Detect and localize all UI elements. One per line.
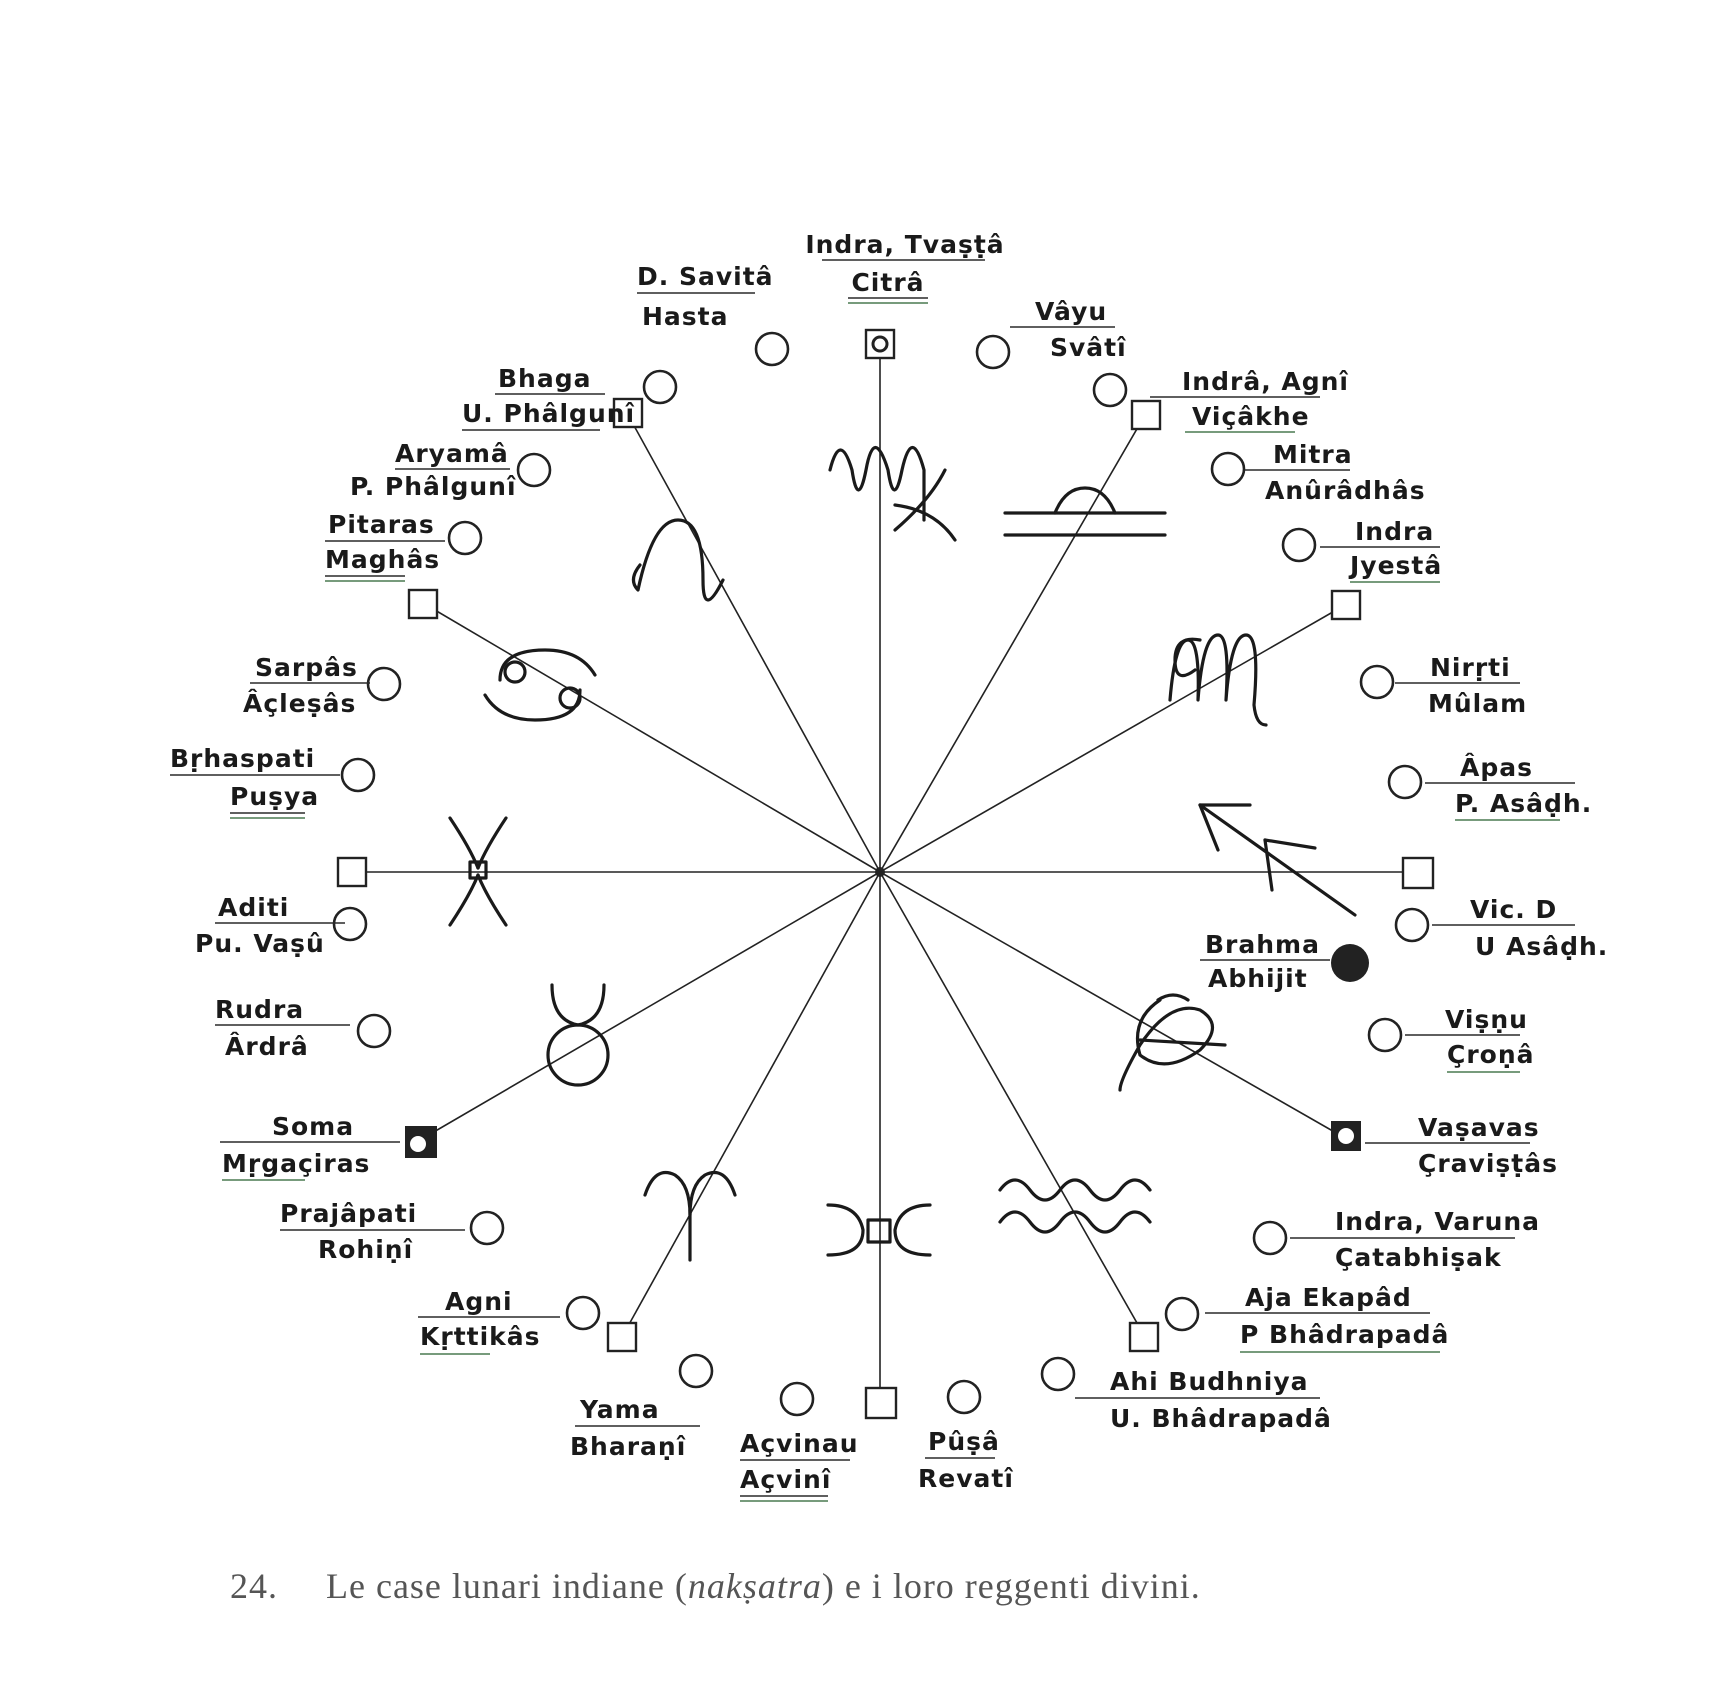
deity-label: Nirṛti bbox=[1430, 653, 1511, 682]
deity-label: Pitaras bbox=[328, 510, 435, 539]
square-marker bbox=[866, 330, 894, 358]
figure-number: 24. bbox=[230, 1566, 278, 1606]
square-marker bbox=[1403, 858, 1433, 888]
deity-label: Ahi Budhniya bbox=[1110, 1367, 1309, 1396]
nakshatra-label: U Asâḍh. bbox=[1475, 932, 1609, 961]
square-marker bbox=[866, 1388, 896, 1418]
nakshatra-label: Çroṇâ bbox=[1447, 1040, 1535, 1069]
pisces-icon bbox=[828, 1205, 930, 1255]
circle-marker bbox=[1166, 1298, 1198, 1330]
circle-marker bbox=[1396, 909, 1428, 941]
cancer-icon bbox=[485, 650, 595, 720]
square-marker bbox=[608, 1323, 636, 1351]
circle-marker bbox=[977, 336, 1009, 368]
nakshatra-label: Mûlam bbox=[1428, 689, 1528, 718]
center-point bbox=[875, 867, 885, 877]
deity-label: Vâyu bbox=[1035, 297, 1108, 326]
nakshatra-label: U. Bhâdrapadâ bbox=[1110, 1404, 1332, 1433]
nakshatra-label: U. Phâlgunî bbox=[462, 399, 636, 428]
deity-label: Aja Ekapâd bbox=[1245, 1283, 1412, 1312]
deity-label: Yama bbox=[580, 1395, 660, 1424]
square-marker bbox=[338, 858, 366, 886]
deity-label: Viṣṇu bbox=[1445, 1005, 1528, 1034]
deity-label: Prajâpati bbox=[280, 1199, 418, 1228]
deity-label: Bhaga bbox=[498, 364, 592, 393]
sagittarius-icon bbox=[1200, 805, 1355, 915]
circle-marker bbox=[1389, 766, 1421, 798]
nakshatra-label: Rohiṇî bbox=[318, 1235, 414, 1264]
deity-label: D. Savitâ bbox=[637, 262, 774, 291]
circle-marker bbox=[948, 1381, 980, 1413]
circle-marker bbox=[1254, 1222, 1286, 1254]
circle-marker bbox=[1212, 453, 1244, 485]
nakshatra-label: Anûrâdhâs bbox=[1265, 476, 1426, 505]
circle-marker bbox=[644, 371, 676, 403]
nakshatra-label: P. Phâlgunî bbox=[350, 472, 517, 501]
caption-text-after: ) e i loro reggenti divini. bbox=[821, 1566, 1201, 1606]
nakshatra-label: Çatabhiṣak bbox=[1335, 1243, 1502, 1272]
deity-label: Indra bbox=[1355, 517, 1435, 546]
circle-marker bbox=[567, 1297, 599, 1329]
circle-marker bbox=[358, 1015, 390, 1047]
nakshatra-label: Pu. Vaṣû bbox=[195, 929, 325, 958]
circle-marker bbox=[518, 454, 550, 486]
deity-label: Sarpâs bbox=[255, 653, 358, 682]
circle-marker bbox=[1094, 374, 1126, 406]
nakshatra-label: Bharaṇî bbox=[570, 1432, 687, 1461]
nakshatra-label: Hasta bbox=[642, 302, 729, 331]
deity-label: Indra, Varuna bbox=[1335, 1207, 1541, 1236]
deity-label: Açvinau bbox=[740, 1429, 859, 1458]
figure-caption bbox=[230, 1565, 1201, 1607]
deity-label: Mitra bbox=[1273, 440, 1353, 469]
square-marker bbox=[1132, 401, 1160, 429]
nakshatra-label: P. Asâḍh. bbox=[1455, 789, 1593, 818]
caption-text-before: Le case lunari indiane ( bbox=[326, 1566, 688, 1606]
deity-label: Agni bbox=[445, 1287, 513, 1316]
nakshatra-label: Âçleṣâs bbox=[243, 689, 357, 718]
aries-icon bbox=[645, 1173, 735, 1261]
nakshatra-label: Jyestâ bbox=[1350, 551, 1443, 580]
capricorn-icon bbox=[1120, 995, 1225, 1090]
leo-icon bbox=[633, 520, 723, 600]
circle-marker bbox=[1042, 1358, 1074, 1390]
deity-label: Vaṣavas bbox=[1418, 1113, 1540, 1142]
nakshatra-label: Kṛttikâs bbox=[420, 1322, 541, 1351]
deity-label: Bṛhaspati bbox=[170, 744, 316, 773]
nakshatra-label: Ârdrâ bbox=[225, 1032, 309, 1061]
deity-label: Vic. D bbox=[1470, 895, 1558, 924]
zodiac-glyphs bbox=[450, 448, 1355, 1261]
square-marker bbox=[1130, 1323, 1158, 1351]
deity-label: Âpas bbox=[1460, 753, 1533, 782]
nakshatra-label: Mṛgaçiras bbox=[222, 1149, 371, 1178]
circle-marker bbox=[449, 522, 481, 554]
circle-marker bbox=[1369, 1019, 1401, 1051]
deity-label: Brahma bbox=[1205, 930, 1320, 959]
circle-marker bbox=[342, 759, 374, 791]
circle-marker bbox=[471, 1212, 503, 1244]
aquarius-icon bbox=[1000, 1180, 1150, 1232]
nakshatra-label: Revatî bbox=[918, 1464, 1014, 1493]
circle-marker bbox=[1361, 666, 1393, 698]
square-marker bbox=[409, 590, 437, 618]
deity-label: Rudra bbox=[215, 995, 305, 1024]
virgo-icon bbox=[830, 448, 955, 541]
nakshatra-label: Çraviṣṭâs bbox=[1418, 1149, 1558, 1178]
libra-icon bbox=[1005, 488, 1165, 535]
nakshatra-label: Viçâkhe bbox=[1192, 402, 1310, 431]
nakshatra-label: Abhijit bbox=[1208, 964, 1308, 993]
circle-marker bbox=[756, 333, 788, 365]
nakshatra-label: Puṣya bbox=[230, 782, 320, 811]
deity-label: Soma bbox=[272, 1112, 355, 1141]
deity-label: Aryamâ bbox=[395, 439, 509, 468]
taurus-icon bbox=[548, 985, 608, 1085]
deity-label: Indrâ, Agnî bbox=[1182, 367, 1350, 396]
caption-italic-term: nakṣatra bbox=[687, 1566, 822, 1606]
circle-marker bbox=[1283, 529, 1315, 561]
square-marker-dot bbox=[410, 1136, 426, 1152]
deity-label: Pûṣâ bbox=[928, 1427, 1000, 1456]
nakshatra-label: Citrâ bbox=[851, 268, 925, 297]
nakshatra-label: Açvinî bbox=[740, 1465, 832, 1494]
filled-circle-marker bbox=[1331, 944, 1369, 982]
labels bbox=[170, 230, 1608, 1501]
circle-marker bbox=[680, 1355, 712, 1387]
circle-marker bbox=[781, 1383, 813, 1415]
circle-marker bbox=[368, 668, 400, 700]
nakshatra-label: Svâtî bbox=[1050, 333, 1127, 362]
circle-marker bbox=[334, 908, 366, 940]
square-marker bbox=[1332, 591, 1360, 619]
nakshatra-label: P Bhâdrapadâ bbox=[1240, 1320, 1450, 1349]
nakshatra-label: Maghâs bbox=[325, 545, 441, 574]
scorpio-icon bbox=[1170, 635, 1266, 725]
deity-label: Aditi bbox=[218, 893, 290, 922]
square-marker-dot bbox=[1338, 1128, 1354, 1144]
deity-label: Indra, Tvaṣṭâ bbox=[805, 230, 1005, 259]
